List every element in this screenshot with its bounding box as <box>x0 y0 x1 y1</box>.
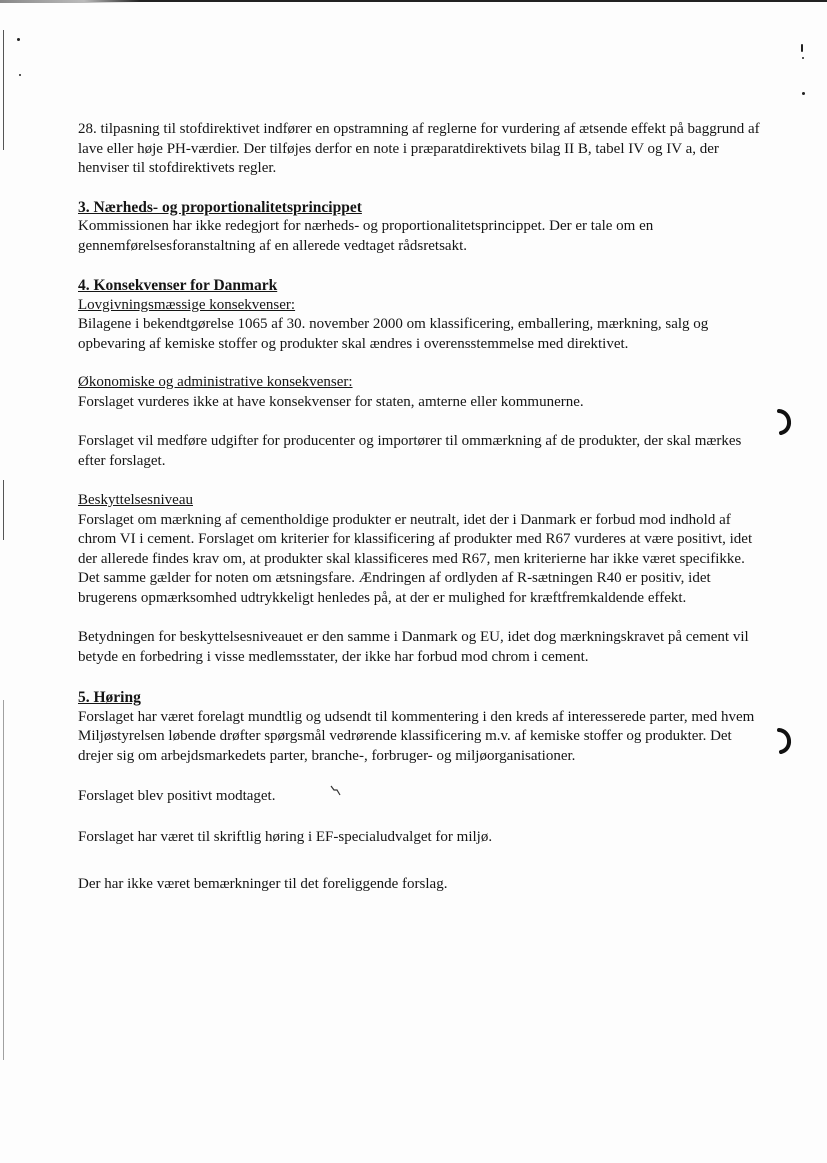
section-5-reception-text: Forslaget blev positivt modtaget. <box>78 788 276 804</box>
section-4-costs-text: Forslaget vil medføre udgifter for producenter og importører til ommærkning af de produkter, der skal mærkes efter forslaget. <box>78 433 742 469</box>
section-4-economic-text: Forslaget vurderes ikke at have konsekvenser for staten, amterne eller kommunerne. <box>78 393 584 410</box>
scan-speck <box>802 92 805 95</box>
section-4-protection-level-text: Betydningen for beskyttelsesniveauet er den samme i Danmark og EU, idet dog mærkningskravet på cement vil betyde en forbedring i visse medlemsstater, der ikke har forbud mod chrom i cement. <box>78 629 749 665</box>
section-3-heading: 3. Nærheds- og proportionalitetsprincippet <box>78 198 362 216</box>
paragraph-intro: 28. tilpasning til stofdirektivet indfører en opstramning af reglerne for vurdering af ætsende effekt på baggrund af lave eller høje PH-værdier. Der tilføjes derfor en note i præparatdirektivets bilag II B, tabel IV og IV a, der henviser til stofdirektivets regler. <box>78 121 760 176</box>
section-5-consultation-text: Forslaget har været forelagt mundtlig og udsendt til kommentering i den kreds af interesserede parter, med hvem Miljøstyrelsen løbende drøfter spørgsmål vedrørende klassificering m.v. af kemiske stoffer og produkter. Det drejer sig om arbejdsmarkedets parter, branche-, forbruger- og miljøorganisationer. <box>78 708 755 764</box>
section-4-protection-text: Forslaget om mærkning af cementholdige produkter er neutralt, idet der i Danmark er forbud mod indhold af chrom VI i cement. Forslaget om kriterier for klassificering af produkter med R67 vurderes at være positivt, idet der allerede findes krav om, at produkter skal klassificeres med R67, men kriterierne har ikke været specifikke. Det samme gælder for noten om ætsningsfare. Ændringen af ordlyden af R-sætningen R40 er positiv, idet brugerens opmærksomhed udtrykkeligt henledes på, at der er mulighed for kræftfremkaldende effekt. <box>78 511 753 606</box>
section-5-heading: 5. Høring <box>78 689 141 706</box>
scan-speck <box>801 44 803 52</box>
section-4-subheading-protection: Beskyttelsesniveau <box>78 492 193 508</box>
scan-left-edge-lower <box>3 700 4 1060</box>
section-4-heading: 4. Konsekvenser for Danmark <box>78 277 278 294</box>
scan-left-edge-mid <box>3 480 4 540</box>
binder-hole-mark-lower-icon <box>775 727 795 755</box>
scan-speck <box>19 74 21 76</box>
section-5-written-hearing-text: Forslaget har været til skriftlig høring i EF-specialudvalget for miljø. <box>78 828 493 845</box>
scan-speck <box>802 57 804 59</box>
section-4-subheading-legal: Lovgivningsmæssige konsekvenser: <box>78 296 296 313</box>
section-5-remarks-text: Der har ikke været bemærkninger til det foreliggende forslag. <box>78 876 448 892</box>
binder-hole-mark-upper-icon <box>775 408 795 436</box>
section-4-legal-text: Bilagene i bekendtgørelse 1065 af 30. november 2000 om klassificering, emballering, mærkning, salg og opbevaring af kemiske stoffer og produkter skal ændres i overensstemmelse med direktivet. <box>78 316 709 352</box>
section-4-subheading-economic: Økonomiske og administrative konsekvenser: <box>78 374 353 390</box>
scan-speck <box>17 38 20 41</box>
scan-top-shadow <box>0 0 140 3</box>
scan-left-edge-upper <box>3 30 4 150</box>
section-3-text: Kommissionen har ikke redegjort for nærheds- og proportionalitetsprincippet. Der er tale om en gennemførelsesforanstaltning af en allerede vedtaget rådsretsakt. <box>78 218 654 254</box>
document-body <box>78 120 768 895</box>
